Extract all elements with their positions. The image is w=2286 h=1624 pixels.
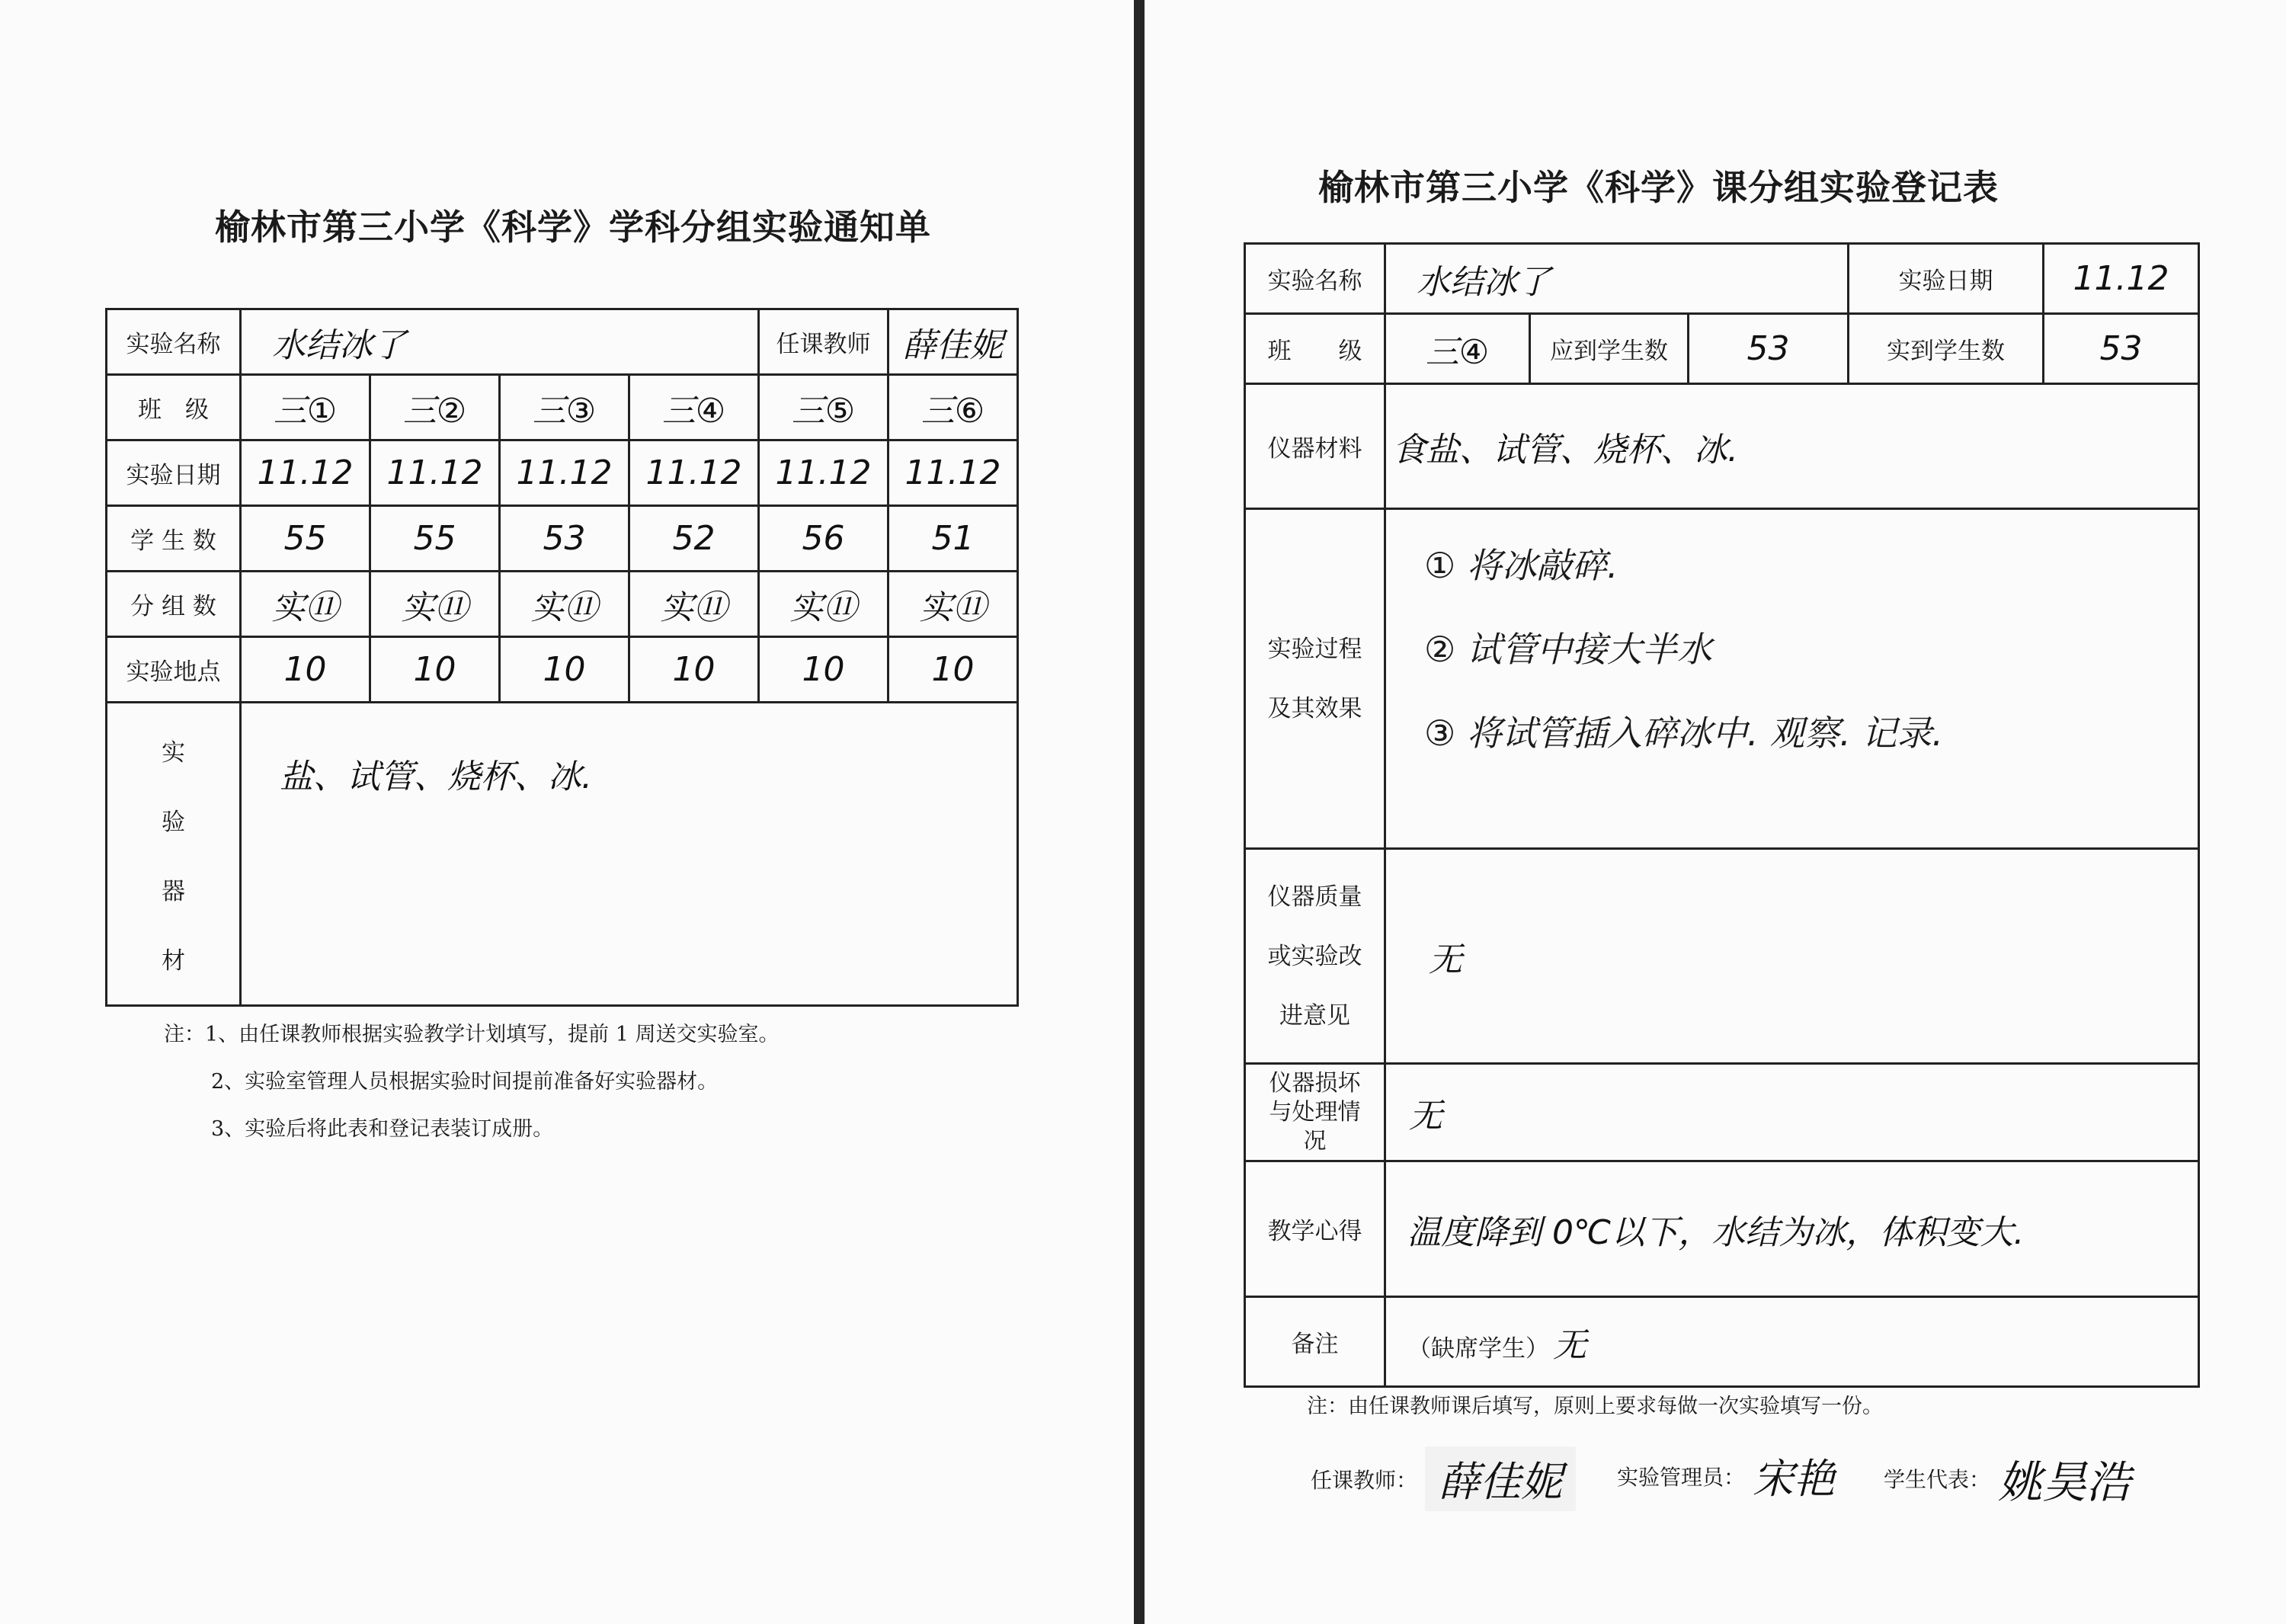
actual-students-label: 实到学生数 xyxy=(1849,314,2044,384)
group-count-cell: 实⑪ xyxy=(629,572,759,637)
location-cell: 10 xyxy=(888,637,1018,703)
class-cell: 三④ xyxy=(629,375,759,440)
page-gutter xyxy=(1134,0,1145,1624)
reflection-label: 教学心得 xyxy=(1245,1161,1385,1297)
quality-label-line: 仪器质量 xyxy=(1267,882,1362,911)
equipment-label-char: 验 xyxy=(162,808,185,836)
group-count-cell: 实⑪ xyxy=(241,572,370,637)
group-count-cell: 实⑪ xyxy=(370,572,500,637)
equipment-label xyxy=(107,733,239,975)
process-label-cell xyxy=(1245,509,1385,849)
teacher-signature: 薛佳妮 xyxy=(1425,1446,1576,1511)
expected-students-label: 应到学生数 xyxy=(1530,314,1689,384)
location-cell: 10 xyxy=(629,637,759,703)
quality-label xyxy=(1246,867,1384,1046)
register-form-table xyxy=(1244,242,2200,1388)
class-cell: 三⑥ xyxy=(888,375,1018,440)
class-label: 班 级 xyxy=(107,375,241,440)
teacher-value: 薛佳妮 xyxy=(888,309,1018,375)
class-cell: 三① xyxy=(241,375,370,440)
date-cell: 11.12 xyxy=(241,440,370,506)
student-count-cell: 55 xyxy=(370,506,500,572)
materials-value: 食盐、试管、烧杯、冰. xyxy=(1385,384,2199,509)
register-form-note: 注：由任课教师课后填写，原则上要求每做一次实验填写一份。 xyxy=(1307,1395,1883,1418)
process-value-cell xyxy=(1385,509,2199,849)
quality-label-line: 进意见 xyxy=(1279,1001,1350,1030)
equipment-label-char: 器 xyxy=(162,877,185,905)
groups-label: 分 组 数 xyxy=(107,572,241,637)
manager-signature-label: 实验管理员： xyxy=(1617,1464,1746,1490)
experiment-name-value: 水结冰了 xyxy=(1385,244,1849,314)
damage-label-line: 与处理情 xyxy=(1269,1098,1361,1126)
absent-value: 无 xyxy=(1553,1325,1587,1365)
note-line: 3、实验后将此表和登记表装订成册。 xyxy=(211,1117,554,1141)
process-step: ② 试管中接大半水 xyxy=(1424,629,1712,670)
group-count-cell: 实⑪ xyxy=(500,572,629,637)
quality-label-line: 或实验改 xyxy=(1267,942,1362,970)
date-label: 实验日期 xyxy=(107,440,241,506)
class-cell: 三② xyxy=(370,375,500,440)
process-label-line: 实验过程 xyxy=(1267,635,1362,663)
process-label xyxy=(1246,620,1384,738)
date-cell: 11.12 xyxy=(629,440,759,506)
student-count-cell: 55 xyxy=(241,506,370,572)
location-cell: 10 xyxy=(241,637,370,703)
note-line: 注：1、由任课教师根据实验教学计划填写，提前 1 周送交实验室。 xyxy=(164,1023,780,1046)
experiment-date-value: 11.12 xyxy=(2044,244,2199,314)
damage-value: 无 xyxy=(1385,1064,2199,1161)
class-cell: 三⑤ xyxy=(759,375,888,440)
class-cell: 三③ xyxy=(500,375,629,440)
experiment-date-label: 实验日期 xyxy=(1849,244,2044,314)
materials-label: 仪器材料 xyxy=(1245,384,1385,509)
damage-label xyxy=(1246,1069,1384,1156)
teacher-signature-label: 任课教师： xyxy=(1311,1467,1418,1493)
expected-students-value: 53 xyxy=(1689,314,1849,384)
damage-label-cell xyxy=(1245,1064,1385,1161)
register-form-title: 榆林市第三小学《科学》课分组实验登记表 xyxy=(1318,167,1999,208)
remarks-value-cell xyxy=(1385,1297,2199,1387)
equipment-label-char: 实 xyxy=(162,738,185,767)
notice-form-notes xyxy=(164,1011,780,1153)
teacher-signature-line xyxy=(1311,1446,1576,1511)
location-label: 实验地点 xyxy=(107,637,241,703)
notice-form-title: 榆林市第三小学《科学》学科分组实验通知单 xyxy=(215,207,931,248)
group-count-cell: 实⑪ xyxy=(888,572,1018,637)
students-label: 学 生 数 xyxy=(107,506,241,572)
student-count-cell: 53 xyxy=(500,506,629,572)
process-step: ① 将冰敲碎. xyxy=(1424,545,1618,586)
equipment-value: 盐、试管、烧杯、冰. xyxy=(280,758,592,796)
group-count-cell: 实⑪ xyxy=(759,572,888,637)
student-signature-line xyxy=(1884,1446,2131,1510)
damage-label-line: 仪器损坏 xyxy=(1269,1069,1361,1097)
process-step: ③ 将试管插入碎冰中. 观察. 记录. xyxy=(1424,713,1943,754)
location-cell: 10 xyxy=(759,637,888,703)
process-label-line: 及其效果 xyxy=(1267,694,1362,722)
damage-label-line: 况 xyxy=(1303,1127,1327,1155)
notice-form-table xyxy=(105,308,1019,1007)
equipment-label-char: 材 xyxy=(162,947,185,975)
equipment-value-cell xyxy=(241,703,1018,1006)
class-value: 三④ xyxy=(1385,314,1530,384)
student-signature: 姚昊浩 xyxy=(1998,1456,2131,1508)
date-cell: 11.12 xyxy=(370,440,500,506)
date-cell: 11.12 xyxy=(888,440,1018,506)
date-cell: 11.12 xyxy=(759,440,888,506)
manager-signature: 宋艳 xyxy=(1753,1455,1836,1503)
absent-label: （缺席学生） xyxy=(1407,1334,1549,1363)
location-cell: 10 xyxy=(500,637,629,703)
location-cell: 10 xyxy=(370,637,500,703)
reflection-value: 温度降到 0℃以下，水结为冰，体积变大. xyxy=(1385,1161,2199,1297)
student-count-cell: 56 xyxy=(759,506,888,572)
teacher-label: 任课教师 xyxy=(759,309,888,375)
student-count-cell: 52 xyxy=(629,506,759,572)
manager-signature-line xyxy=(1617,1446,1835,1505)
student-signature-label: 学生代表： xyxy=(1884,1467,1991,1492)
actual-students-value: 53 xyxy=(2044,314,2199,384)
note-line: 2、实验室管理人员根据实验时间提前准备好实验器材。 xyxy=(211,1070,719,1094)
experiment-name-label: 实验名称 xyxy=(1245,244,1385,314)
experiment-name-value: 水结冰了 xyxy=(241,309,759,375)
right-page-register-form xyxy=(1145,0,2286,1624)
quality-label-cell xyxy=(1245,849,1385,1064)
left-page-notice-form xyxy=(0,0,1134,1624)
equipment-label-cell xyxy=(107,703,241,1006)
student-count-cell: 51 xyxy=(888,506,1018,572)
quality-value: 无 xyxy=(1385,849,2199,1064)
class-label: 班 级 xyxy=(1245,314,1385,384)
remarks-label: 备注 xyxy=(1245,1297,1385,1387)
experiment-name-label: 实验名称 xyxy=(107,309,241,375)
date-cell: 11.12 xyxy=(500,440,629,506)
